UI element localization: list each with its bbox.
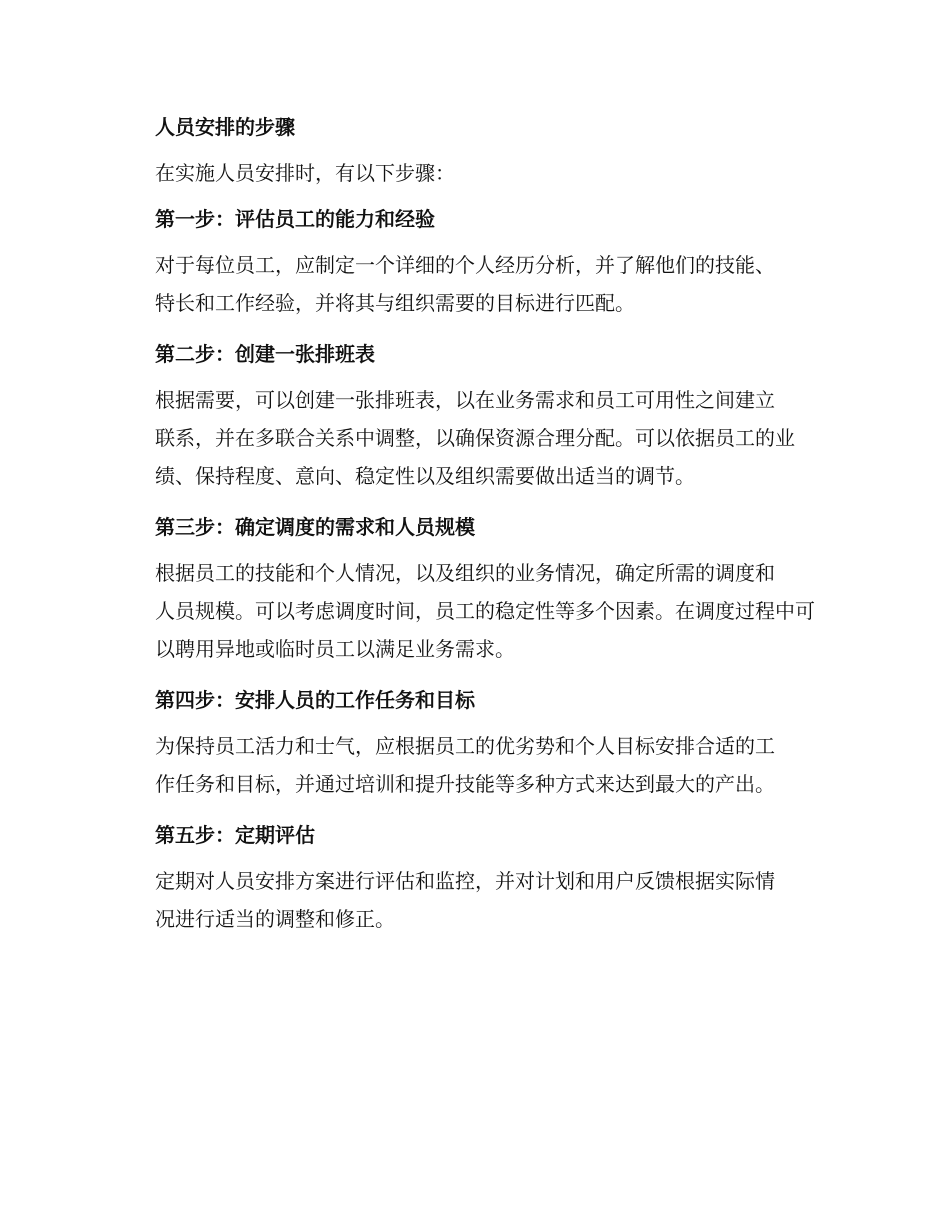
- text-line: 以聘用异地或临时员工以满足业务需求。: [155, 637, 515, 661]
- intro-paragraph: 在实施人员安排时，有以下步骤：: [155, 161, 455, 185]
- step-4-heading: 第四步：安排人员的工作任务和目标: [155, 688, 475, 712]
- step-2-paragraph: [112, 381, 832, 495]
- step-4-paragraph: [112, 727, 832, 803]
- document-page: [112, 108, 832, 951]
- text-line: 人员规模。可以考虑调度时间，员工的稳定性等多个因素。在调度过程中可: [155, 599, 815, 623]
- text-line: 况进行适当的调整和修正。: [155, 907, 395, 931]
- text-line: 联系，并在多联合关系中调整，以确保资源合理分配。可以依据员工的业: [155, 426, 795, 450]
- text-line: 特长和工作经验，并将其与组织需要的目标进行匹配。: [155, 291, 635, 315]
- text-line: 绩、保持程度、意向、稳定性以及组织需要做出适当的调节。: [155, 464, 695, 488]
- text-line: 定期对人员安排方案进行评估和监控，并对计划和用户反馈根据实际情: [155, 869, 775, 893]
- text-line: 为保持员工活力和士气，应根据员工的优劣势和个人目标安排合适的工: [155, 734, 775, 758]
- step-5-heading: 第五步：定期评估: [155, 823, 315, 847]
- step-3-paragraph: [112, 554, 832, 668]
- document-title: 人员安排的步骤: [155, 115, 295, 139]
- text-line: 根据需要，可以创建一张排班表，以在业务需求和员工可用性之间建立: [155, 388, 775, 412]
- text-line: 对于每位员工，应制定一个详细的个人经历分析，并了解他们的技能、: [155, 253, 775, 277]
- step-2-heading: 第二步：创建一张排班表: [155, 342, 375, 366]
- step-1-heading: 第一步：评估员工的能力和经验: [155, 207, 435, 231]
- step-3-heading: 第三步：确定调度的需求和人员规模: [155, 515, 475, 539]
- step-5-paragraph: [112, 862, 832, 938]
- text-line: 作任务和目标，并通过培训和提升技能等多种方式来达到最大的产出。: [155, 772, 775, 796]
- step-1-paragraph: [112, 246, 832, 322]
- text-line: 根据员工的技能和个人情况，以及组织的业务情况，确定所需的调度和: [155, 561, 775, 585]
